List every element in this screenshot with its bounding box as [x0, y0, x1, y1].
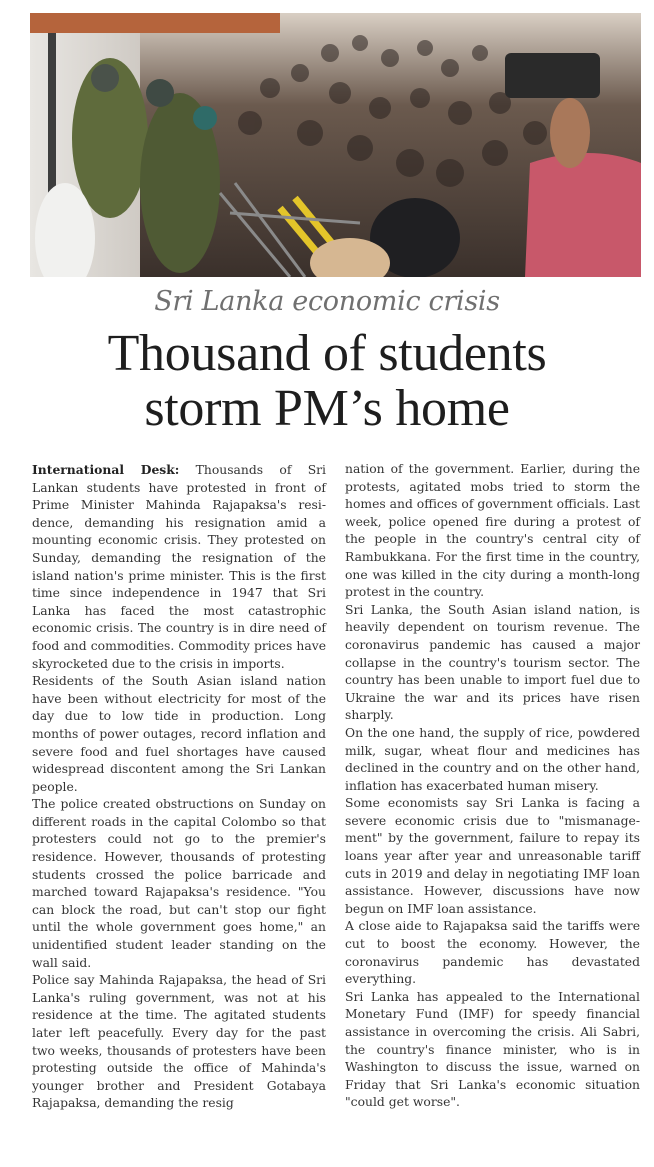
paragraph: On the one hand, the supply of rice, powdered milk, sugar, wheat flour and medicines has declined in the country and on the other hand, inflation has exacerbated human misery. [345, 725, 640, 793]
paragraph: The police created obstructions on Sunday on different roads in the capital Colombo so that protesters could not go to the premier's residence. However, thousands of protesting students crossed the police barricade and marched toward Rajapaksa's residence. "You can block the road, but can't stop our fight until the whole government goes home," an unidentified student leader standing on the wall said. [32, 797, 326, 970]
paragraph: Some economists say Sri Lanka is facing a severe economic crisis due to "mismanagement" by the government, failure to repay its loans year after year and unreasonable tariff cuts in 2019 and delay in negotiating IMF loan assistance. However, discussions have now begun on IMF loan assistance. [345, 796, 640, 916]
awning [30, 13, 280, 33]
paragraph: Residents of the South Asian island nation have been without electricity for most of the day due to low tide in production. Long months of power outages, record inflation and severe food and fuel shortages have caused widespread discontent among the Sri Lankan people. [32, 674, 326, 794]
headline-line-1: Thousand of students [107, 325, 547, 382]
article-kicker: Sri Lanka economic crisis [154, 286, 500, 317]
protest-photo-illustration [30, 13, 641, 277]
arm [550, 98, 590, 168]
article-headline [0, 326, 654, 436]
article-column-left [32, 461, 326, 1113]
cameraman-red-shirt [525, 153, 641, 277]
paragraph: International Desk: Thousands of Sri Lankan students have protested in front of Prime Minister Mahinda Rajapaksa's residence, demanding his resignation amid a mounting economic crisis. They protested on Sunday, demanding the resignation of the island nation's prime minister. This is the first time since independence in 1947 that Sri Lanka has faced the most catastrophic economic crisis. The country is in dire need of food and commodities. Commodity prices have skyrocketed due to the crisis in imports. [32, 462, 326, 671]
paragraph: A close aide to Rajapaksa said the tariffs were cut to boost the economy. However, the coronavirus pandemic has devastated everything. [345, 919, 640, 987]
video-camera [505, 53, 600, 98]
headline-line-2: storm PM’s home [144, 380, 510, 437]
paragraph: Police say Mahinda Rajapaksa, the head of Sri Lanka's ruling government, was not at his residence at the time. The agitated students later left peacefully. Every day for the past two weeks, thousands of protesters have been protesting outside the office of Mahinda's younger brother and President Gotabaya Rajapaksa, demanding the resig [32, 973, 326, 1111]
dateline: International Desk: [32, 462, 180, 477]
article-column-right [345, 461, 640, 1112]
paragraph: nation of the government. Earlier, during the protests, agitated mobs tried to storm the homes and offices of government officials. Last week, police opened fire during a protest of the people in the country's central city of Rambukkana. For the first time in the country, one was killed in the city during a month-long protest in the country. [345, 462, 640, 600]
paragraph: Sri Lanka has appealed to the International Monetary Fund (IMF) for speedy financial assistance in overcoming the crisis. Ali Sabri, the country's finance minister, who is in Washington to discuss the issue, warned on Friday that Sri Lanka's economic situation "could get worse". [345, 989, 640, 1110]
paragraph: Sri Lanka, the South Asian island nation, is heavily dependent on tourism revenue. The coronavirus pandemic has caused a major collapse in the country's tourism sector. The country has been unable to import fuel due to Ukraine the war and its prices have risen sharply. [345, 602, 640, 723]
article-photo [30, 13, 641, 277]
